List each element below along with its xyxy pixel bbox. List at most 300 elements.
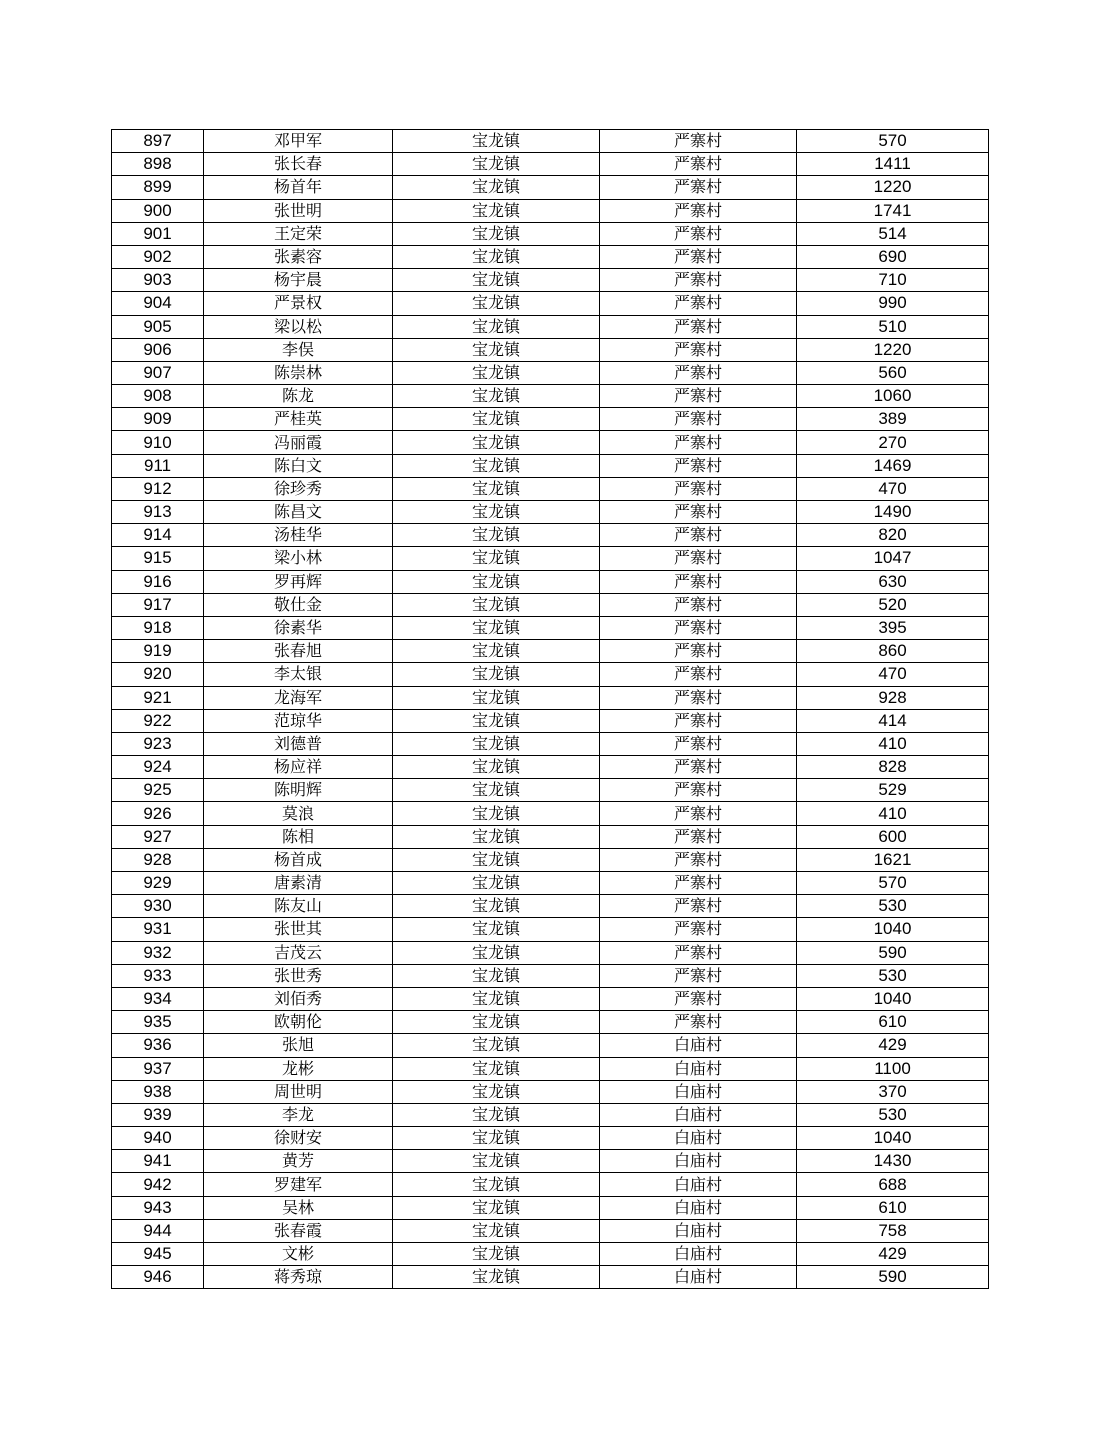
town-cell: 宝龙镇 <box>393 1034 600 1057</box>
amount-cell: 570 <box>797 872 989 895</box>
amount-cell: 520 <box>797 593 989 616</box>
table-row <box>112 199 989 222</box>
name-cell: 范琼华 <box>204 709 393 732</box>
row-number-cell: 911 <box>112 454 204 477</box>
name-cell: 徐财安 <box>204 1127 393 1150</box>
row-number-cell: 897 <box>112 130 204 153</box>
amount-cell: 610 <box>797 1196 989 1219</box>
name-cell: 张春霞 <box>204 1219 393 1242</box>
table-row <box>112 153 989 176</box>
village-cell: 严寨村 <box>600 524 797 547</box>
amount-cell: 1047 <box>797 547 989 570</box>
amount-cell: 529 <box>797 779 989 802</box>
town-cell: 宝龙镇 <box>393 222 600 245</box>
village-cell: 严寨村 <box>600 825 797 848</box>
row-number-cell: 904 <box>112 292 204 315</box>
name-cell: 莫浪 <box>204 802 393 825</box>
town-cell: 宝龙镇 <box>393 547 600 570</box>
row-number-cell: 914 <box>112 524 204 547</box>
row-number-cell: 935 <box>112 1011 204 1034</box>
row-number-cell: 921 <box>112 686 204 709</box>
table-row <box>112 1173 989 1196</box>
name-cell: 蒋秀琼 <box>204 1266 393 1289</box>
town-cell: 宝龙镇 <box>393 361 600 384</box>
town-cell: 宝龙镇 <box>393 1150 600 1173</box>
town-cell: 宝龙镇 <box>393 941 600 964</box>
village-cell: 严寨村 <box>600 547 797 570</box>
row-number-cell: 918 <box>112 616 204 639</box>
table-row <box>112 732 989 755</box>
name-cell: 张素容 <box>204 245 393 268</box>
name-cell: 汤桂华 <box>204 524 393 547</box>
town-cell: 宝龙镇 <box>393 1080 600 1103</box>
village-cell: 白庙村 <box>600 1219 797 1242</box>
village-cell: 严寨村 <box>600 570 797 593</box>
amount-cell: 395 <box>797 616 989 639</box>
amount-cell: 928 <box>797 686 989 709</box>
village-cell: 白庙村 <box>600 1150 797 1173</box>
name-cell: 张春旭 <box>204 640 393 663</box>
village-cell: 白庙村 <box>600 1266 797 1289</box>
village-cell: 严寨村 <box>600 686 797 709</box>
name-cell: 张旭 <box>204 1034 393 1057</box>
village-cell: 白庙村 <box>600 1173 797 1196</box>
table-row <box>112 1011 989 1034</box>
town-cell: 宝龙镇 <box>393 895 600 918</box>
town-cell: 宝龙镇 <box>393 640 600 663</box>
town-cell: 宝龙镇 <box>393 176 600 199</box>
table-row <box>112 918 989 941</box>
row-number-cell: 922 <box>112 709 204 732</box>
amount-cell: 389 <box>797 408 989 431</box>
amount-cell: 590 <box>797 941 989 964</box>
table-row <box>112 825 989 848</box>
village-cell: 严寨村 <box>600 292 797 315</box>
name-cell: 陈崇林 <box>204 361 393 384</box>
town-cell: 宝龙镇 <box>393 431 600 454</box>
table-row <box>112 1266 989 1289</box>
row-number-cell: 900 <box>112 199 204 222</box>
table-body <box>112 130 989 1289</box>
amount-cell: 1430 <box>797 1150 989 1173</box>
row-number-cell: 920 <box>112 663 204 686</box>
name-cell: 陈友山 <box>204 895 393 918</box>
row-number-cell: 923 <box>112 732 204 755</box>
village-cell: 严寨村 <box>600 501 797 524</box>
village-cell: 严寨村 <box>600 338 797 361</box>
town-cell: 宝龙镇 <box>393 1103 600 1126</box>
name-cell: 欧朝伦 <box>204 1011 393 1034</box>
town-cell: 宝龙镇 <box>393 315 600 338</box>
village-cell: 严寨村 <box>600 477 797 500</box>
row-number-cell: 908 <box>112 385 204 408</box>
village-cell: 严寨村 <box>600 987 797 1010</box>
name-cell: 陈白文 <box>204 454 393 477</box>
amount-cell: 820 <box>797 524 989 547</box>
table-row <box>112 222 989 245</box>
village-cell: 白庙村 <box>600 1080 797 1103</box>
amount-cell: 688 <box>797 1173 989 1196</box>
village-cell: 白庙村 <box>600 1243 797 1266</box>
town-cell: 宝龙镇 <box>393 1196 600 1219</box>
town-cell: 宝龙镇 <box>393 408 600 431</box>
name-cell: 刘佰秀 <box>204 987 393 1010</box>
table-row <box>112 964 989 987</box>
amount-cell: 1621 <box>797 848 989 871</box>
village-cell: 白庙村 <box>600 1196 797 1219</box>
table-row <box>112 640 989 663</box>
town-cell: 宝龙镇 <box>393 245 600 268</box>
row-number-cell: 917 <box>112 593 204 616</box>
name-cell: 邓甲军 <box>204 130 393 153</box>
town-cell: 宝龙镇 <box>393 802 600 825</box>
village-cell: 严寨村 <box>600 941 797 964</box>
row-number-cell: 905 <box>112 315 204 338</box>
row-number-cell: 944 <box>112 1219 204 1242</box>
name-cell: 罗建军 <box>204 1173 393 1196</box>
town-cell: 宝龙镇 <box>393 1173 600 1196</box>
town-cell: 宝龙镇 <box>393 454 600 477</box>
row-number-cell: 924 <box>112 756 204 779</box>
name-cell: 张世其 <box>204 918 393 941</box>
town-cell: 宝龙镇 <box>393 732 600 755</box>
row-number-cell: 931 <box>112 918 204 941</box>
table-row <box>112 895 989 918</box>
row-number-cell: 938 <box>112 1080 204 1103</box>
row-number-cell: 927 <box>112 825 204 848</box>
row-number-cell: 936 <box>112 1034 204 1057</box>
table-row <box>112 686 989 709</box>
town-cell: 宝龙镇 <box>393 825 600 848</box>
town-cell: 宝龙镇 <box>393 1243 600 1266</box>
town-cell: 宝龙镇 <box>393 1127 600 1150</box>
village-cell: 严寨村 <box>600 315 797 338</box>
village-cell: 严寨村 <box>600 663 797 686</box>
amount-cell: 429 <box>797 1034 989 1057</box>
amount-cell: 990 <box>797 292 989 315</box>
village-cell: 严寨村 <box>600 802 797 825</box>
town-cell: 宝龙镇 <box>393 524 600 547</box>
village-cell: 严寨村 <box>600 918 797 941</box>
table-row <box>112 802 989 825</box>
village-cell: 严寨村 <box>600 593 797 616</box>
row-number-cell: 929 <box>112 872 204 895</box>
amount-cell: 1411 <box>797 153 989 176</box>
amount-cell: 1220 <box>797 338 989 361</box>
row-number-cell: 942 <box>112 1173 204 1196</box>
name-cell: 李龙 <box>204 1103 393 1126</box>
town-cell: 宝龙镇 <box>393 130 600 153</box>
name-cell: 杨首年 <box>204 176 393 199</box>
village-cell: 严寨村 <box>600 408 797 431</box>
village-cell: 严寨村 <box>600 454 797 477</box>
village-cell: 严寨村 <box>600 848 797 871</box>
name-cell: 龙彬 <box>204 1057 393 1080</box>
village-cell: 严寨村 <box>600 756 797 779</box>
village-cell: 严寨村 <box>600 153 797 176</box>
table-row <box>112 593 989 616</box>
amount-cell: 414 <box>797 709 989 732</box>
amount-cell: 828 <box>797 756 989 779</box>
row-number-cell: 909 <box>112 408 204 431</box>
name-cell: 黄芳 <box>204 1150 393 1173</box>
name-cell: 杨首成 <box>204 848 393 871</box>
amount-cell: 530 <box>797 1103 989 1126</box>
name-cell: 陈昌文 <box>204 501 393 524</box>
amount-cell: 1220 <box>797 176 989 199</box>
row-number-cell: 903 <box>112 269 204 292</box>
town-cell: 宝龙镇 <box>393 616 600 639</box>
amount-cell: 1040 <box>797 1127 989 1150</box>
row-number-cell: 926 <box>112 802 204 825</box>
table-row <box>112 338 989 361</box>
amount-cell: 1040 <box>797 987 989 1010</box>
table-row <box>112 1034 989 1057</box>
town-cell: 宝龙镇 <box>393 501 600 524</box>
row-number-cell: 940 <box>112 1127 204 1150</box>
row-number-cell: 941 <box>112 1150 204 1173</box>
town-cell: 宝龙镇 <box>393 385 600 408</box>
table-row <box>112 408 989 431</box>
name-cell: 刘德普 <box>204 732 393 755</box>
table-row <box>112 269 989 292</box>
row-number-cell: 928 <box>112 848 204 871</box>
town-cell: 宝龙镇 <box>393 292 600 315</box>
table-row <box>112 1057 989 1080</box>
name-cell: 徐素华 <box>204 616 393 639</box>
table-row <box>112 454 989 477</box>
row-number-cell: 945 <box>112 1243 204 1266</box>
table-row <box>112 431 989 454</box>
table-row <box>112 987 989 1010</box>
row-number-cell: 902 <box>112 245 204 268</box>
table-row <box>112 176 989 199</box>
town-cell: 宝龙镇 <box>393 1011 600 1034</box>
amount-cell: 560 <box>797 361 989 384</box>
village-cell: 严寨村 <box>600 732 797 755</box>
row-number-cell: 919 <box>112 640 204 663</box>
amount-cell: 710 <box>797 269 989 292</box>
village-cell: 严寨村 <box>600 361 797 384</box>
village-cell: 严寨村 <box>600 222 797 245</box>
name-cell: 文彬 <box>204 1243 393 1266</box>
name-cell: 徐珍秀 <box>204 477 393 500</box>
town-cell: 宝龙镇 <box>393 987 600 1010</box>
town-cell: 宝龙镇 <box>393 918 600 941</box>
amount-cell: 1060 <box>797 385 989 408</box>
row-number-cell: 899 <box>112 176 204 199</box>
row-number-cell: 946 <box>112 1266 204 1289</box>
amount-cell: 1040 <box>797 918 989 941</box>
row-number-cell: 913 <box>112 501 204 524</box>
name-cell: 陈相 <box>204 825 393 848</box>
amount-cell: 410 <box>797 802 989 825</box>
amount-cell: 370 <box>797 1080 989 1103</box>
village-cell: 严寨村 <box>600 176 797 199</box>
table-row <box>112 1219 989 1242</box>
town-cell: 宝龙镇 <box>393 570 600 593</box>
village-cell: 严寨村 <box>600 269 797 292</box>
village-cell: 严寨村 <box>600 199 797 222</box>
town-cell: 宝龙镇 <box>393 848 600 871</box>
amount-cell: 1469 <box>797 454 989 477</box>
name-cell: 李太银 <box>204 663 393 686</box>
town-cell: 宝龙镇 <box>393 338 600 361</box>
row-number-cell: 932 <box>112 941 204 964</box>
row-number-cell: 906 <box>112 338 204 361</box>
town-cell: 宝龙镇 <box>393 872 600 895</box>
name-cell: 敬仕金 <box>204 593 393 616</box>
table-row <box>112 477 989 500</box>
village-cell: 白庙村 <box>600 1127 797 1150</box>
table-row <box>112 315 989 338</box>
table-row <box>112 570 989 593</box>
name-cell: 陈明辉 <box>204 779 393 802</box>
table-row <box>112 547 989 570</box>
name-cell: 罗再辉 <box>204 570 393 593</box>
table-row <box>112 361 989 384</box>
table-row <box>112 245 989 268</box>
amount-cell: 410 <box>797 732 989 755</box>
amount-cell: 630 <box>797 570 989 593</box>
village-cell: 严寨村 <box>600 709 797 732</box>
amount-cell: 530 <box>797 895 989 918</box>
town-cell: 宝龙镇 <box>393 756 600 779</box>
name-cell: 陈龙 <box>204 385 393 408</box>
amount-cell: 1490 <box>797 501 989 524</box>
row-number-cell: 933 <box>112 964 204 987</box>
row-number-cell: 930 <box>112 895 204 918</box>
name-cell: 杨宇晨 <box>204 269 393 292</box>
row-number-cell: 937 <box>112 1057 204 1080</box>
table-row <box>112 524 989 547</box>
table-row <box>112 756 989 779</box>
table-row <box>112 1150 989 1173</box>
name-cell: 张世秀 <box>204 964 393 987</box>
amount-cell: 530 <box>797 964 989 987</box>
table-row <box>112 1196 989 1219</box>
amount-cell: 470 <box>797 477 989 500</box>
table-row <box>112 663 989 686</box>
name-cell: 张世明 <box>204 199 393 222</box>
name-cell: 龙海军 <box>204 686 393 709</box>
name-cell: 冯丽霞 <box>204 431 393 454</box>
town-cell: 宝龙镇 <box>393 779 600 802</box>
table-row <box>112 130 989 153</box>
name-cell: 梁以松 <box>204 315 393 338</box>
amount-cell: 270 <box>797 431 989 454</box>
table-row <box>112 1127 989 1150</box>
amount-cell: 1741 <box>797 199 989 222</box>
row-number-cell: 915 <box>112 547 204 570</box>
name-cell: 周世明 <box>204 1080 393 1103</box>
name-cell: 唐素清 <box>204 872 393 895</box>
name-cell: 吉茂云 <box>204 941 393 964</box>
row-number-cell: 901 <box>112 222 204 245</box>
town-cell: 宝龙镇 <box>393 1057 600 1080</box>
name-cell: 王定荣 <box>204 222 393 245</box>
town-cell: 宝龙镇 <box>393 477 600 500</box>
amount-cell: 758 <box>797 1219 989 1242</box>
village-cell: 白庙村 <box>600 1034 797 1057</box>
village-cell: 严寨村 <box>600 431 797 454</box>
town-cell: 宝龙镇 <box>393 964 600 987</box>
table-row <box>112 848 989 871</box>
name-cell: 严桂英 <box>204 408 393 431</box>
village-cell: 严寨村 <box>600 245 797 268</box>
name-cell: 杨应祥 <box>204 756 393 779</box>
town-cell: 宝龙镇 <box>393 593 600 616</box>
town-cell: 宝龙镇 <box>393 153 600 176</box>
town-cell: 宝龙镇 <box>393 1266 600 1289</box>
amount-cell: 1100 <box>797 1057 989 1080</box>
village-cell: 严寨村 <box>600 130 797 153</box>
table-row <box>112 292 989 315</box>
table-row <box>112 385 989 408</box>
amount-cell: 610 <box>797 1011 989 1034</box>
village-cell: 严寨村 <box>600 872 797 895</box>
data-table <box>111 129 989 1289</box>
row-number-cell: 898 <box>112 153 204 176</box>
town-cell: 宝龙镇 <box>393 199 600 222</box>
town-cell: 宝龙镇 <box>393 686 600 709</box>
village-cell: 严寨村 <box>600 964 797 987</box>
village-cell: 严寨村 <box>600 616 797 639</box>
row-number-cell: 916 <box>112 570 204 593</box>
town-cell: 宝龙镇 <box>393 663 600 686</box>
table-row <box>112 1243 989 1266</box>
village-cell: 白庙村 <box>600 1103 797 1126</box>
name-cell: 梁小林 <box>204 547 393 570</box>
row-number-cell: 939 <box>112 1103 204 1126</box>
town-cell: 宝龙镇 <box>393 709 600 732</box>
amount-cell: 590 <box>797 1266 989 1289</box>
amount-cell: 690 <box>797 245 989 268</box>
amount-cell: 570 <box>797 130 989 153</box>
amount-cell: 470 <box>797 663 989 686</box>
name-cell: 吴林 <box>204 1196 393 1219</box>
amount-cell: 429 <box>797 1243 989 1266</box>
row-number-cell: 912 <box>112 477 204 500</box>
table-row <box>112 1103 989 1126</box>
village-cell: 严寨村 <box>600 640 797 663</box>
town-cell: 宝龙镇 <box>393 269 600 292</box>
table-row <box>112 941 989 964</box>
table-row <box>112 872 989 895</box>
table-row <box>112 779 989 802</box>
village-cell: 严寨村 <box>600 1011 797 1034</box>
village-cell: 白庙村 <box>600 1057 797 1080</box>
table-row <box>112 616 989 639</box>
town-cell: 宝龙镇 <box>393 1219 600 1242</box>
table-row <box>112 501 989 524</box>
name-cell: 李俣 <box>204 338 393 361</box>
row-number-cell: 943 <box>112 1196 204 1219</box>
amount-cell: 860 <box>797 640 989 663</box>
row-number-cell: 907 <box>112 361 204 384</box>
village-cell: 严寨村 <box>600 779 797 802</box>
name-cell: 张长春 <box>204 153 393 176</box>
table-row <box>112 1080 989 1103</box>
village-cell: 严寨村 <box>600 385 797 408</box>
village-cell: 严寨村 <box>600 895 797 918</box>
amount-cell: 600 <box>797 825 989 848</box>
row-number-cell: 934 <box>112 987 204 1010</box>
amount-cell: 514 <box>797 222 989 245</box>
row-number-cell: 910 <box>112 431 204 454</box>
table-row <box>112 709 989 732</box>
name-cell: 严景权 <box>204 292 393 315</box>
